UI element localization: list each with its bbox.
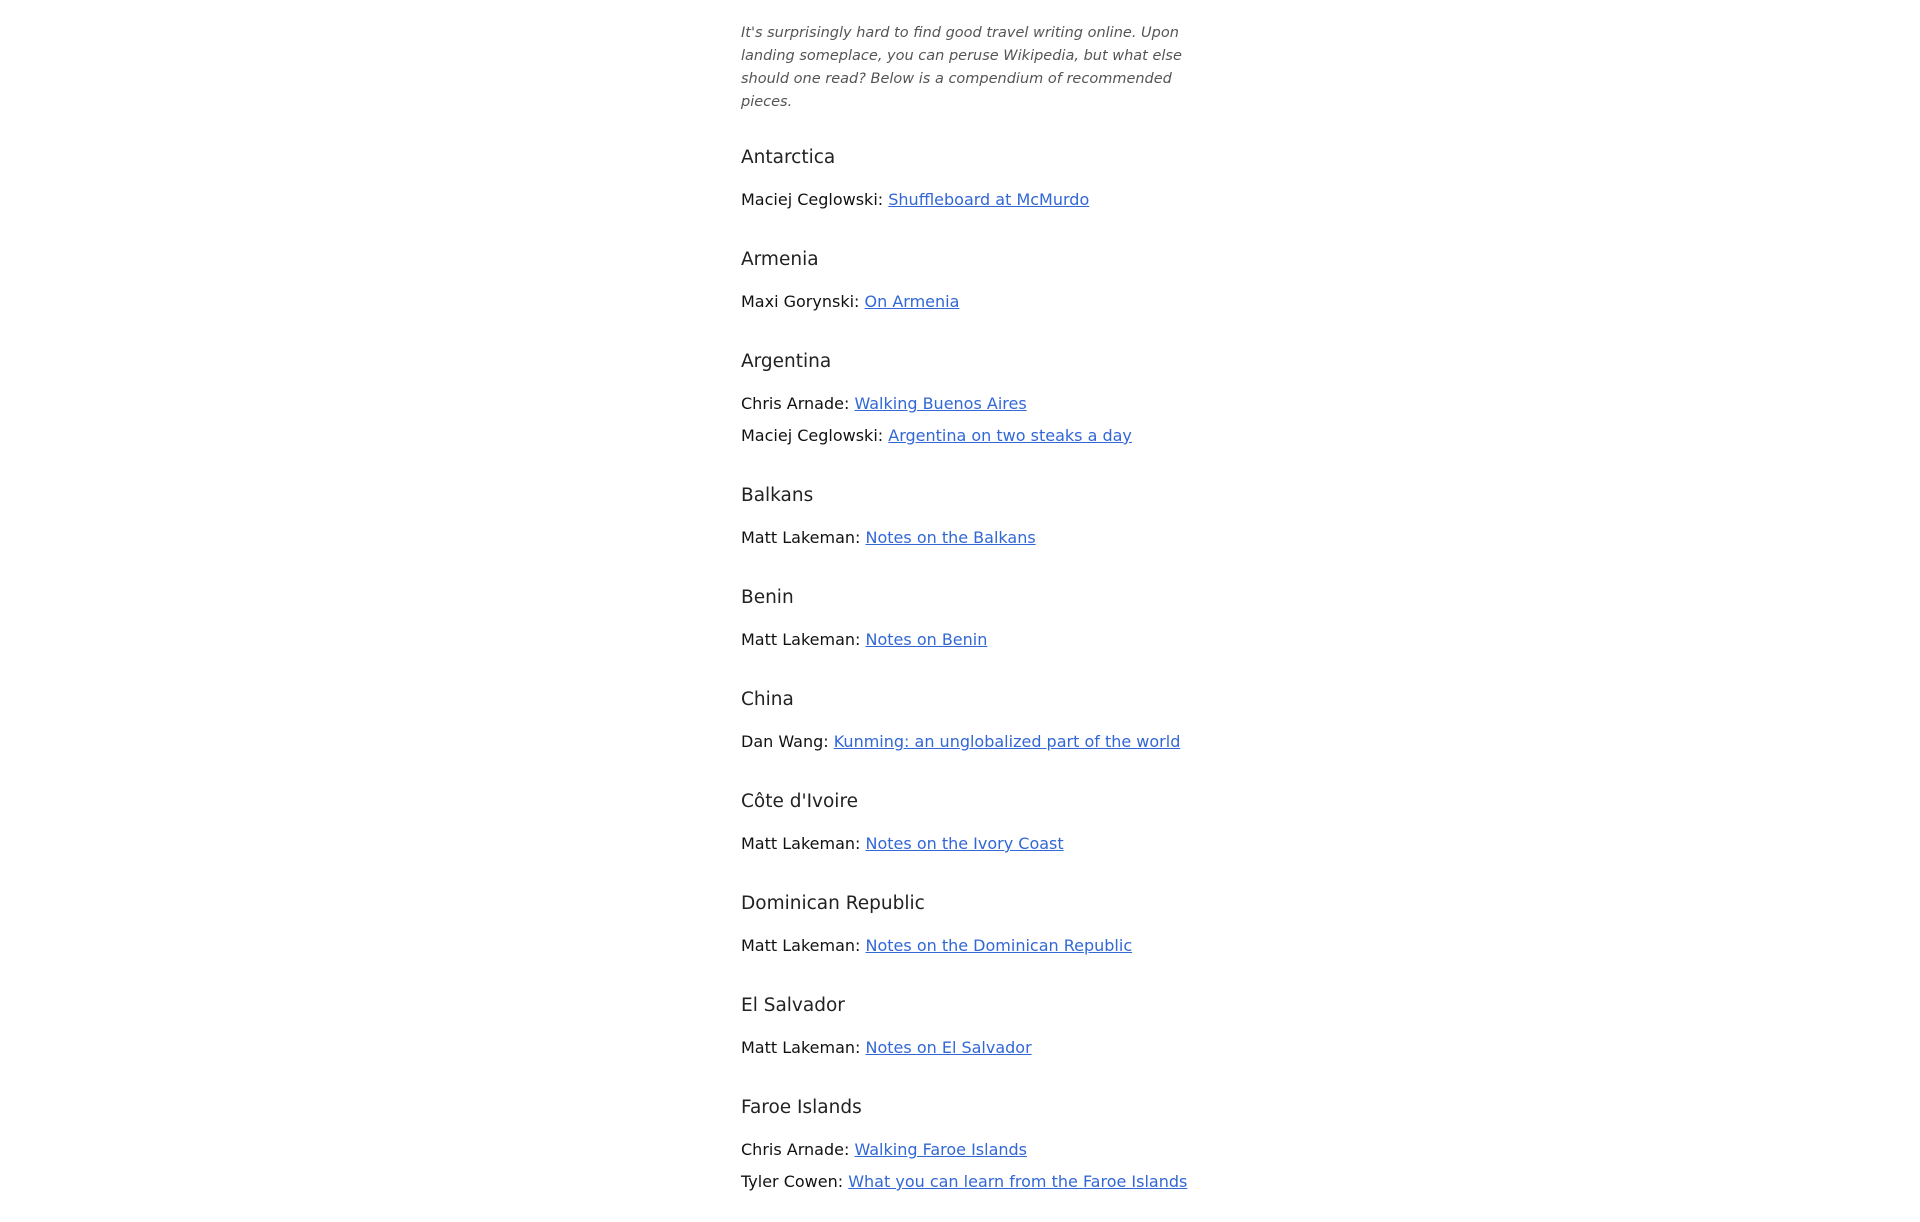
list-item	[741, 624, 1261, 656]
entry-list	[741, 726, 1261, 758]
entry-list	[741, 1032, 1261, 1064]
author-name: Maxi Gorynski:	[741, 292, 860, 311]
entry-list	[741, 624, 1261, 656]
list-item	[741, 522, 1261, 554]
author-name: Matt Lakeman:	[741, 630, 861, 649]
section-benin	[741, 578, 1261, 656]
article-link[interactable]: Kunming: an unglobalized part of the world	[833, 732, 1181, 751]
list-item	[741, 930, 1261, 962]
list-item	[741, 726, 1261, 758]
article-link[interactable]: Notes on the Dominican Republic	[865, 936, 1133, 955]
author-name: Tyler Cowen:	[741, 1172, 844, 1191]
entry-list	[741, 388, 1261, 452]
article-link[interactable]: Shuffleboard at McMurdo	[888, 190, 1090, 209]
country-heading: Dominican Republic	[741, 893, 925, 914]
section-dominican-republic	[741, 884, 1261, 962]
country-sections	[741, 138, 1261, 1198]
author-name: Matt Lakeman:	[741, 834, 861, 853]
entry-list	[741, 184, 1261, 216]
country-heading: Côte d'Ivoire	[741, 791, 859, 812]
author-name: Dan Wang:	[741, 732, 829, 751]
country-heading: Balkans	[741, 485, 814, 506]
list-item	[741, 1032, 1261, 1064]
author-name: Chris Arnade:	[741, 394, 850, 413]
entry-list	[741, 828, 1261, 860]
entry-list	[741, 930, 1261, 962]
section-antarctica	[741, 138, 1261, 216]
section-argentina	[741, 342, 1261, 452]
article-link[interactable]: Walking Faroe Islands	[854, 1140, 1027, 1159]
country-heading: Argentina	[741, 351, 832, 372]
list-item	[741, 828, 1261, 860]
section-faroe-islands	[741, 1088, 1261, 1198]
country-heading: Antarctica	[741, 147, 836, 168]
section-el-salvador	[741, 986, 1261, 1064]
entry-list	[741, 1134, 1261, 1198]
list-item	[741, 1134, 1261, 1166]
country-heading: China	[741, 689, 794, 710]
section-cote-divoire	[741, 782, 1261, 860]
article-link[interactable]: On Armenia	[864, 292, 960, 311]
author-name: Maciej Ceglowski:	[741, 190, 884, 209]
country-heading: Benin	[741, 587, 794, 608]
author-name: Maciej Ceglowski:	[741, 426, 884, 445]
country-heading: El Salvador	[741, 995, 845, 1016]
article-link[interactable]: Notes on the Balkans	[865, 528, 1036, 547]
article-link[interactable]: Notes on the Ivory Coast	[865, 834, 1064, 853]
section-balkans	[741, 476, 1261, 554]
entry-list	[741, 286, 1261, 318]
author-name: Matt Lakeman:	[741, 1038, 861, 1057]
list-item	[741, 388, 1261, 420]
article-link[interactable]: Notes on Benin	[865, 630, 988, 649]
country-heading: Armenia	[741, 249, 819, 270]
list-item	[741, 286, 1261, 318]
list-item	[741, 1166, 1261, 1198]
list-item	[741, 184, 1261, 216]
author-name: Matt Lakeman:	[741, 936, 861, 955]
list-item	[741, 420, 1261, 452]
section-armenia	[741, 240, 1261, 318]
article-link[interactable]: Argentina on two steaks a day	[888, 426, 1132, 445]
author-name: Chris Arnade:	[741, 1140, 850, 1159]
article-link[interactable]: What you can learn from the Faroe Islands	[848, 1172, 1188, 1191]
intro-text: It's surprisingly hard to find good travel writing online. Upon landing someplace, you can peruse Wikipedia, but what else should one read? Below is a compendium of recommended pieces.	[741, 25, 1182, 110]
country-heading: Faroe Islands	[741, 1097, 862, 1118]
page-content	[741, 22, 1261, 1222]
entry-list	[741, 522, 1261, 554]
article-link[interactable]: Walking Buenos Aires	[854, 394, 1027, 413]
article-link[interactable]: Notes on El Salvador	[865, 1038, 1032, 1057]
author-name: Matt Lakeman:	[741, 528, 861, 547]
section-china	[741, 680, 1261, 758]
